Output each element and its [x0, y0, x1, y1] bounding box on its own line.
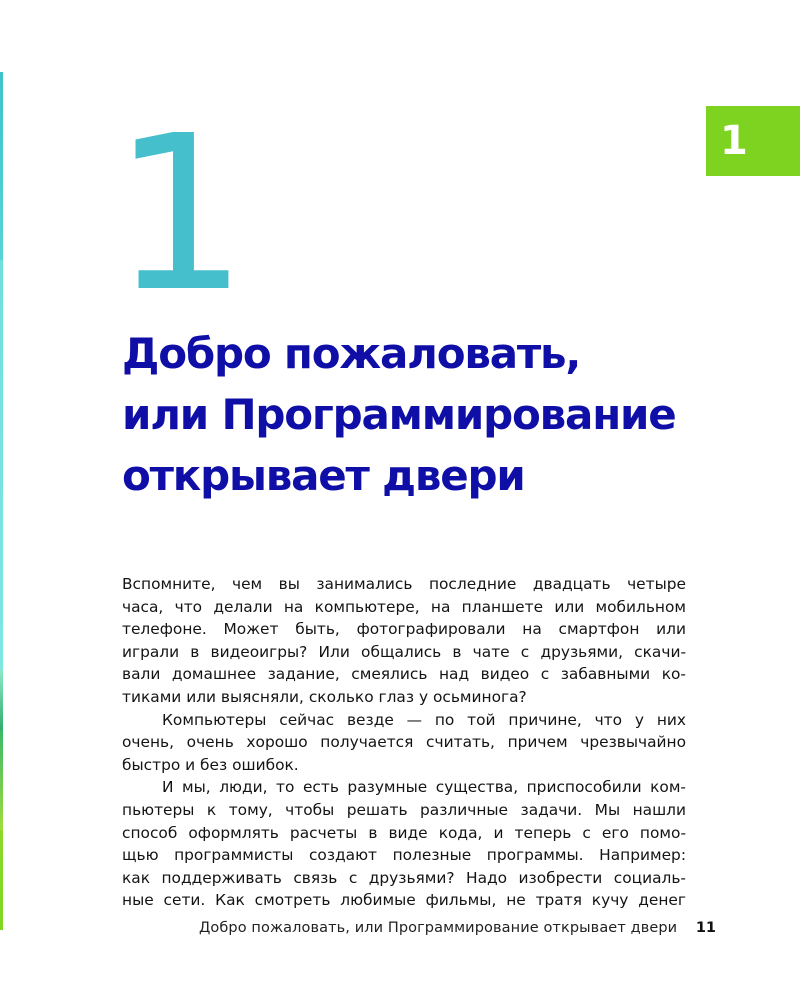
text-line: Компьютеры сейчас везде — по той причине, что у них	[162, 710, 686, 729]
text-line: как поддерживать связь с друзьями? Надо изобрести социаль-	[122, 868, 686, 887]
text-line: играли в видеоигры? Или общались в чате с друзьями, скачи-	[122, 642, 686, 661]
text-line: телефоне. Может быть, фотографировали на смартфон или	[122, 620, 686, 639]
chapter-tab	[706, 106, 800, 176]
text-line: часа, что делали на компьютере, на планшете или мобильном	[122, 597, 686, 616]
text-line: способ оформлять расчеты в виде кода, и теперь с его помо-	[122, 823, 686, 842]
page-footer	[0, 920, 716, 936]
page-number: 11	[695, 920, 716, 936]
paragraph	[122, 709, 686, 777]
text-line: очень, очень хорошо получается считать, причем чрезвычайно	[122, 733, 686, 752]
chapter-title-line: или Программирование	[122, 390, 676, 439]
chapter-title	[122, 323, 742, 506]
paragraph	[122, 573, 686, 709]
text-line: И мы, люди, то есть разумные существа, приспособили ком-	[162, 778, 686, 797]
running-title: Добро пожаловать, или Программирование открывает двери	[198, 920, 678, 936]
chapter-title-line: открывает двери	[122, 451, 525, 500]
paragraph	[122, 776, 686, 912]
text-line: тиками или выясняли, сколько глаз у осьминога?	[122, 687, 527, 706]
text-line: щью программисты создают полезные программы. Например:	[122, 846, 686, 865]
text-line: пьютеры к тому, чтобы решать различные задачи. Мы нашли	[122, 800, 686, 819]
page-edge-color-strip	[0, 0, 3, 1000]
chapter-title-line: Добро пожаловать,	[122, 329, 581, 378]
text-line: вали домашнее задание, смеялись над видео с забавными ко-	[122, 665, 686, 684]
chapter-number: 1	[112, 90, 245, 339]
text-line: быстро и без ошибок.	[122, 755, 299, 774]
text-line: Вспомните, чем вы занимались последние двадцать четыре	[122, 575, 686, 593]
text-line: ные сети. Как смотреть любимые фильмы, не тратя кучу денег	[122, 891, 686, 910]
chapter-tab-number: 1	[720, 118, 748, 164]
body-text	[122, 573, 686, 912]
